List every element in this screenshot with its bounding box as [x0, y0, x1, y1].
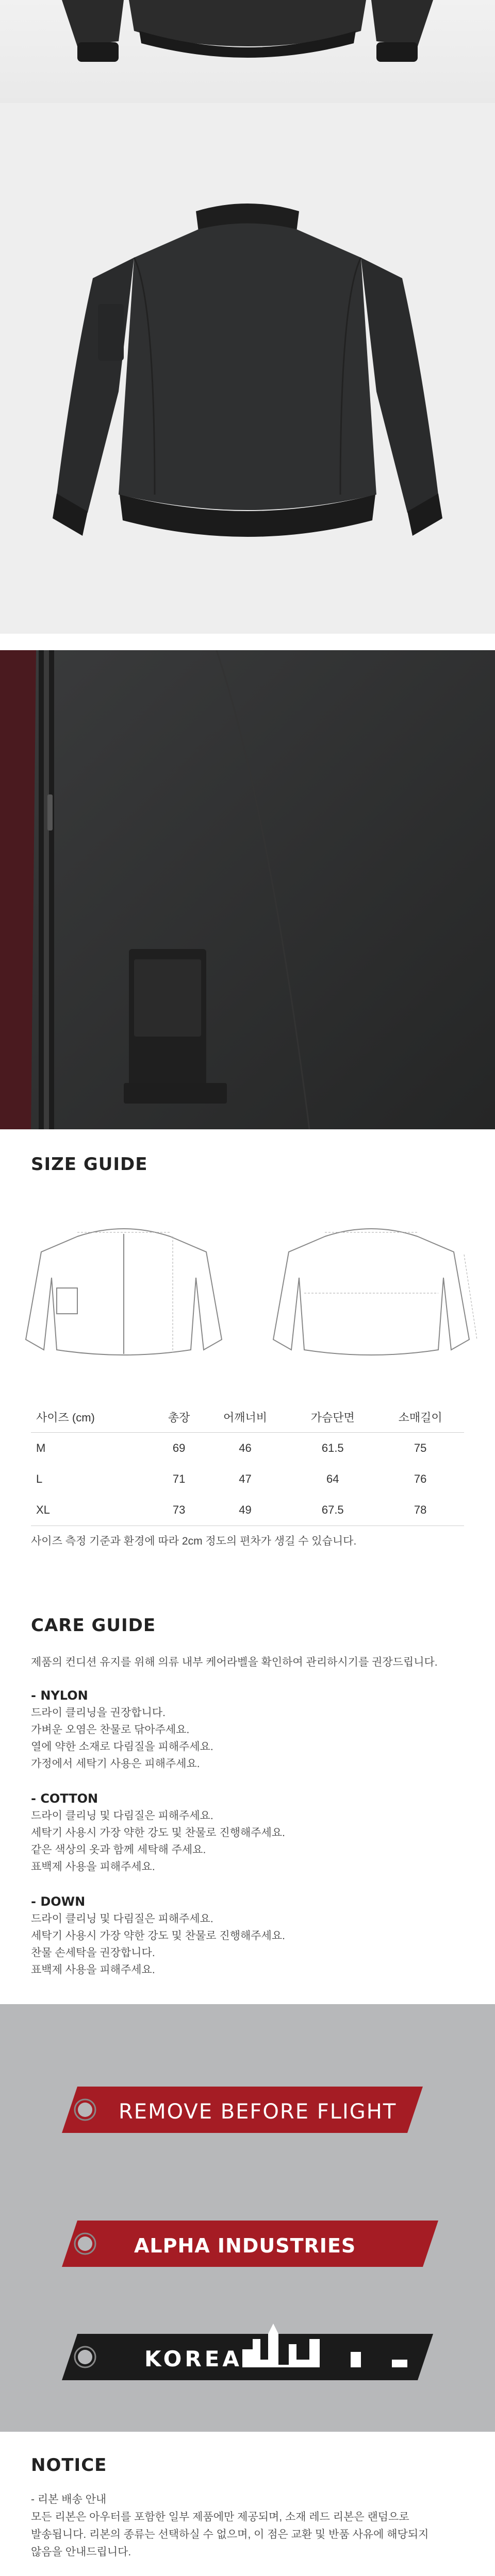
- care-line: 드라이 클리닝을 권장합니다.: [31, 1707, 166, 1719]
- table-cell: 67.5: [289, 1495, 376, 1526]
- care-section-down: [31, 1893, 464, 1978]
- care-section-cotton: [31, 1790, 464, 1875]
- table-cell: 61.5: [321, 1442, 344, 1454]
- care-section-head: - DOWN: [31, 1894, 86, 1909]
- size-table: [31, 1401, 464, 1526]
- table-cell: XL: [31, 1495, 157, 1526]
- column-header: 어깨너비: [202, 1401, 289, 1433]
- care-line: 찬물 손세탁을 권장합니다.: [31, 1947, 155, 1959]
- size-guide-title: SIZE GUIDE: [31, 1154, 148, 1175]
- table-cell: 64: [326, 1472, 339, 1485]
- notice-line: - 리본 배송 안내: [31, 2494, 107, 2505]
- size-table-header: [31, 1401, 464, 1433]
- care-section-nylon: [31, 1687, 464, 1772]
- notice-body: [31, 2491, 474, 2561]
- tag-text: ALPHA INDUSTRIES: [134, 2234, 356, 2257]
- tag-text: KOREA: [144, 2346, 242, 2371]
- notice-line: 않음을 안내드립니다.: [31, 2546, 131, 2558]
- notice-title: NOTICE: [31, 2455, 107, 2476]
- notice-line: 모든 리본은 아우터를 포함한 일부 제품에만 제공되며, 소재 레드 리본은 랜덤으로: [31, 2511, 409, 2523]
- care-line: 가정에서 세탁기 사용은 피해주세요.: [31, 1758, 200, 1770]
- size-note: 사이즈 측정 기준과 환경에 따라 2cm 정도의 편차가 생길 수 있습니다.: [31, 1535, 357, 1547]
- product-photo-detail: [0, 650, 495, 1129]
- notice-line: 발송됩니다. 리본의 종류는 선택하실 수 없으며, 이 점은 교환 및 반품 사유에 해당되지: [31, 2529, 429, 2540]
- table-cell: 71: [172, 1472, 186, 1485]
- table-cell: 47: [239, 1472, 252, 1485]
- size-diagram: [0, 1185, 495, 1386]
- care-line: 세탁기 사용시 가장 약한 강도 및 찬물로 진행해주세요.: [31, 1930, 285, 1942]
- care-section-head: - NYLON: [31, 1688, 88, 1703]
- care-line: 세탁기 사용시 가장 약한 강도 및 찬물로 진행해주세요.: [31, 1827, 285, 1839]
- column-header: 총장: [157, 1401, 202, 1433]
- table-cell: 73: [157, 1495, 202, 1526]
- table-row: [31, 1433, 464, 1464]
- column-header: 소매길이: [376, 1401, 464, 1433]
- table-cell: M: [36, 1442, 46, 1454]
- care-line: 표백제 사용을 피해주세요.: [31, 1964, 155, 1976]
- table-row: [31, 1464, 464, 1495]
- care-intro: 제품의 컨디션 유지를 위해 의류 내부 케어라벨을 확인하여 관리하시기를 권장드립니다.: [31, 1656, 438, 1668]
- ribbon-tags-photo: [0, 2004, 495, 2432]
- care-line: 가벼운 오염은 찬물로 닦아주세요.: [31, 1724, 190, 1736]
- product-photo-back: [0, 103, 495, 634]
- table-cell: 46: [239, 1442, 252, 1454]
- care-line: 드라이 클리닝 및 다림질은 피해주세요.: [31, 1810, 213, 1822]
- care-line: 표백제 사용을 피해주세요.: [31, 1861, 155, 1873]
- table-cell: 69: [172, 1442, 186, 1454]
- product-photo-top: [0, 0, 495, 103]
- column-header: 사이즈 (cm): [31, 1401, 157, 1433]
- table-row: [31, 1495, 464, 1526]
- care-line: 열에 약한 소재로 다림질을 피해주세요.: [31, 1741, 213, 1753]
- care-line: 드라이 클리닝 및 다림질은 피해주세요.: [31, 1913, 213, 1925]
- column-header: 가슴단면: [289, 1401, 376, 1433]
- table-cell: 78: [376, 1495, 464, 1526]
- care-section-head: - COTTON: [31, 1791, 98, 1806]
- table-cell: 76: [414, 1472, 427, 1485]
- table-cell: 75: [414, 1442, 427, 1454]
- table-cell: L: [36, 1472, 43, 1485]
- tag-text: REMOVE BEFORE FLIGHT: [119, 2100, 397, 2124]
- care-guide-title: CARE GUIDE: [31, 1615, 156, 1636]
- table-cell: 49: [202, 1495, 289, 1526]
- care-line: 같은 색상의 옷과 함께 세탁해 주세요.: [31, 1844, 206, 1856]
